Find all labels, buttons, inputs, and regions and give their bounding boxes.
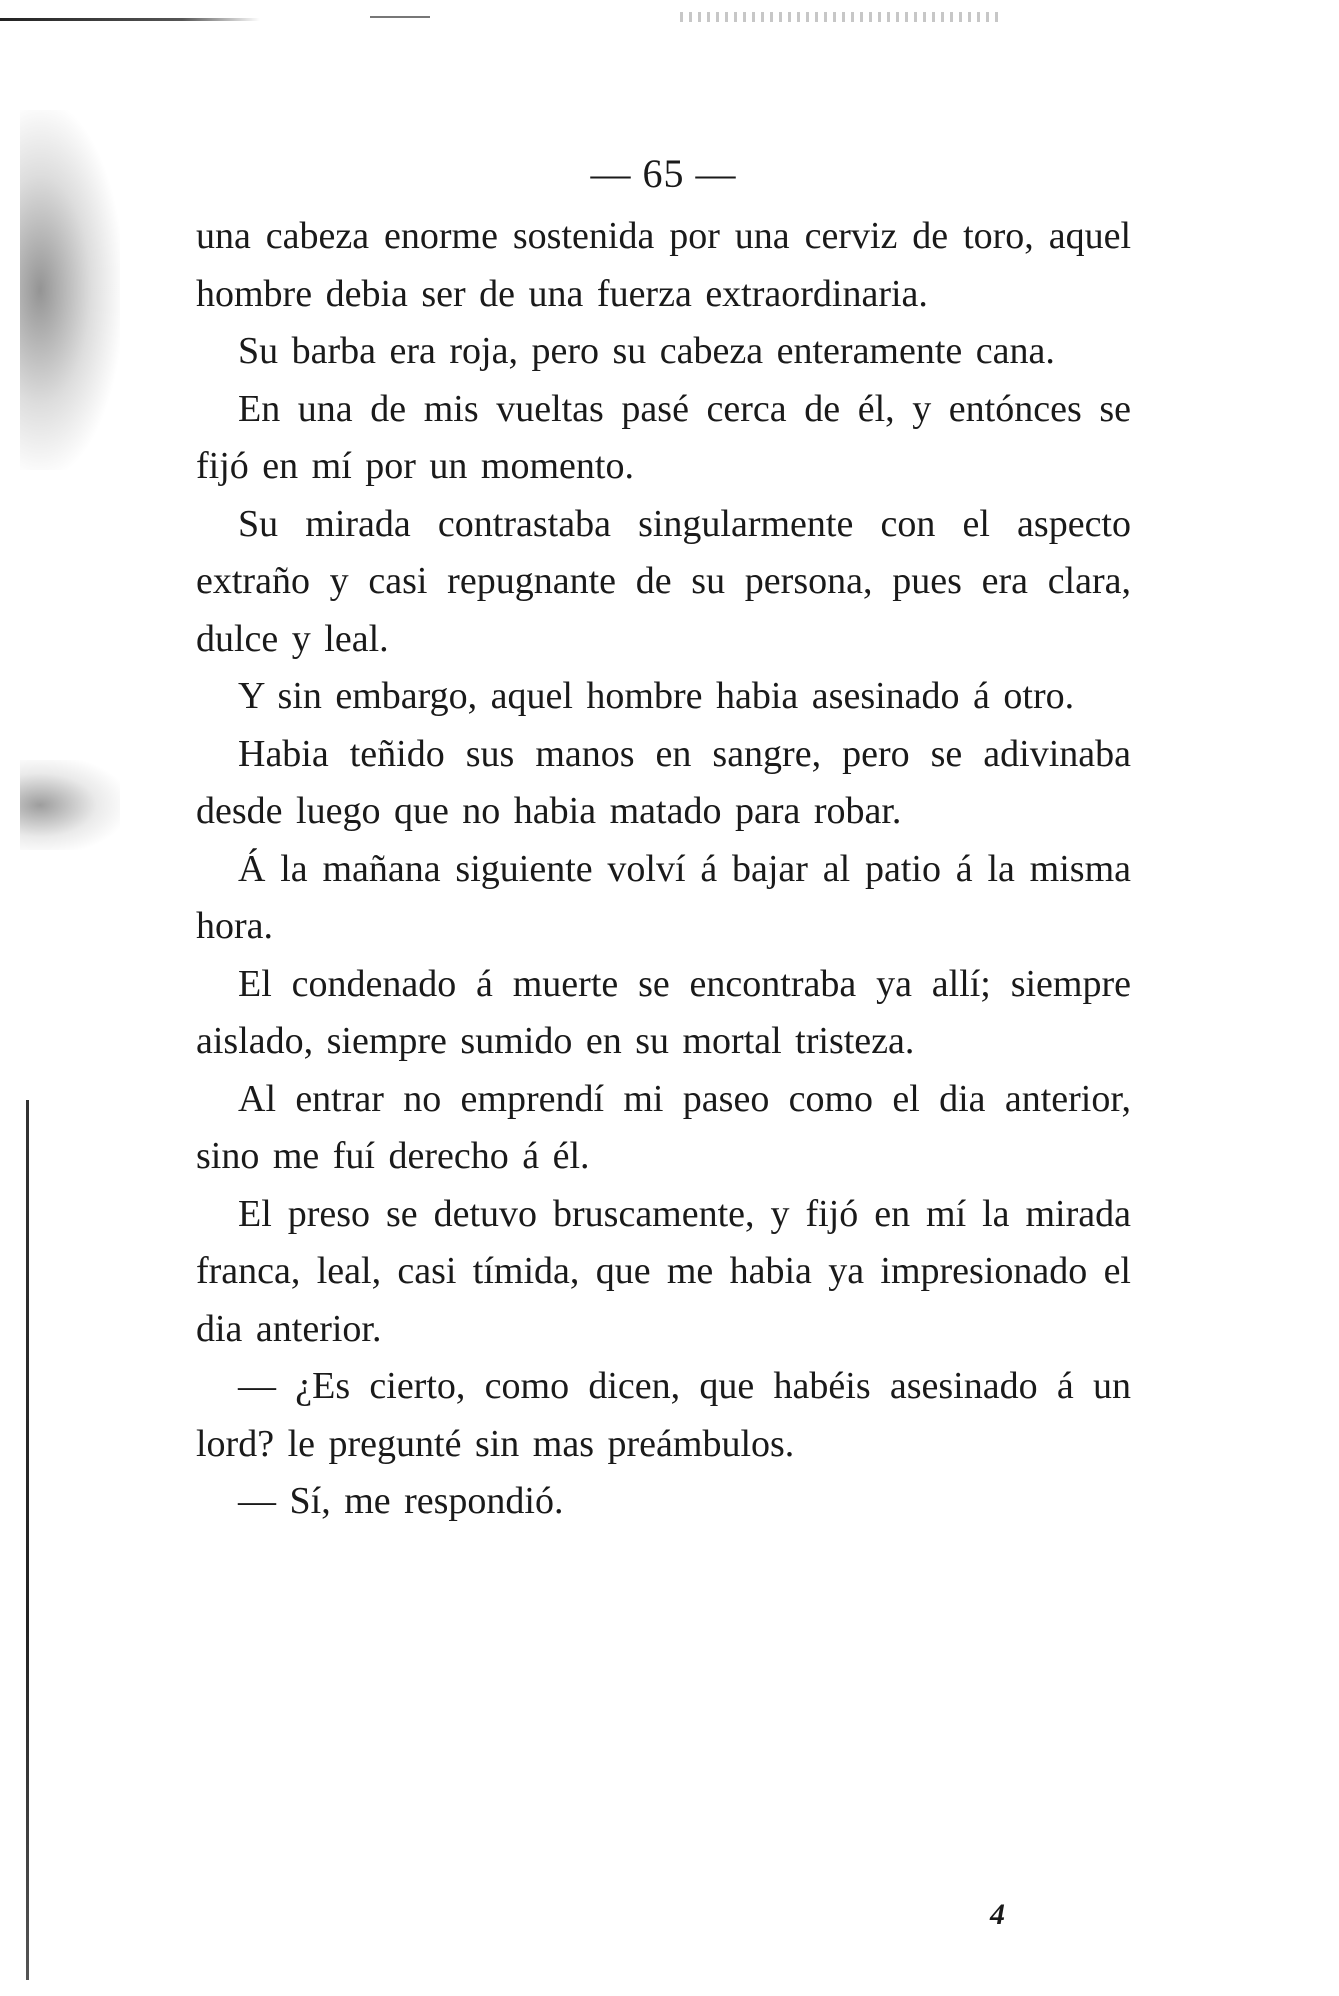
paragraph: El preso se detuvo bruscamente, y fijó en mí la mirada franca, leal, casi tímida, que me habia ya impresionado el dia anterior. xyxy=(196,1192,1131,1350)
scan-binding-shadow-middle xyxy=(20,760,120,850)
paragraph: En una de mis vueltas pasé cerca de él, y entónces se fijó en mí por un momento. xyxy=(196,387,1131,487)
paragraph: Habia teñido sus manos en sangre, pero se adivinaba desde luego que no habia matado para robar. xyxy=(196,732,1131,832)
paragraph: Á la mañana siguiente volví á bajar al patio á la misma hora. xyxy=(196,847,1131,947)
scan-artifact-top-line xyxy=(0,18,260,21)
paragraph: — Sí, me respondió. xyxy=(238,1480,564,1522)
paragraph: — ¿Es cierto, como dicen, que habéis asesinado á un lord? le pregunté sin mas preámbulos. xyxy=(196,1365,1131,1465)
page-number: — 65 — xyxy=(590,151,737,196)
book-page xyxy=(196,150,1131,1531)
paragraph: Al entrar no emprendí mi paseo como el dia anterior, sino me fuí derecho á él. xyxy=(196,1077,1131,1177)
paragraph: Su mirada contrastaba singularmente con el aspecto extraño y casi repugnante de su persona, pues era clara, dulce y leal. xyxy=(196,502,1131,660)
paragraph: El condenado á muerte se encontraba ya allí; siempre aislado, siempre sumido en su mortal tristeza. xyxy=(196,962,1131,1062)
paragraph: una cabeza enorme sostenida por una cerviz de toro, aquel hombre debia ser de una fuerza extraordinaria. xyxy=(196,215,1131,315)
scan-page-edge xyxy=(26,1100,29,1980)
paragraph: Su barba era roja, pero su cabeza enteramente cana. xyxy=(238,330,1055,372)
scan-binding-shadow-upper xyxy=(20,110,120,470)
paragraph: Y sin embargo, aquel hombre habia asesinado á otro. xyxy=(238,675,1075,717)
scan-artifact-top-dash xyxy=(370,16,430,18)
scan-artifact-top-noise xyxy=(680,12,1000,22)
printer-signature-mark: 4 xyxy=(990,1898,1005,1931)
